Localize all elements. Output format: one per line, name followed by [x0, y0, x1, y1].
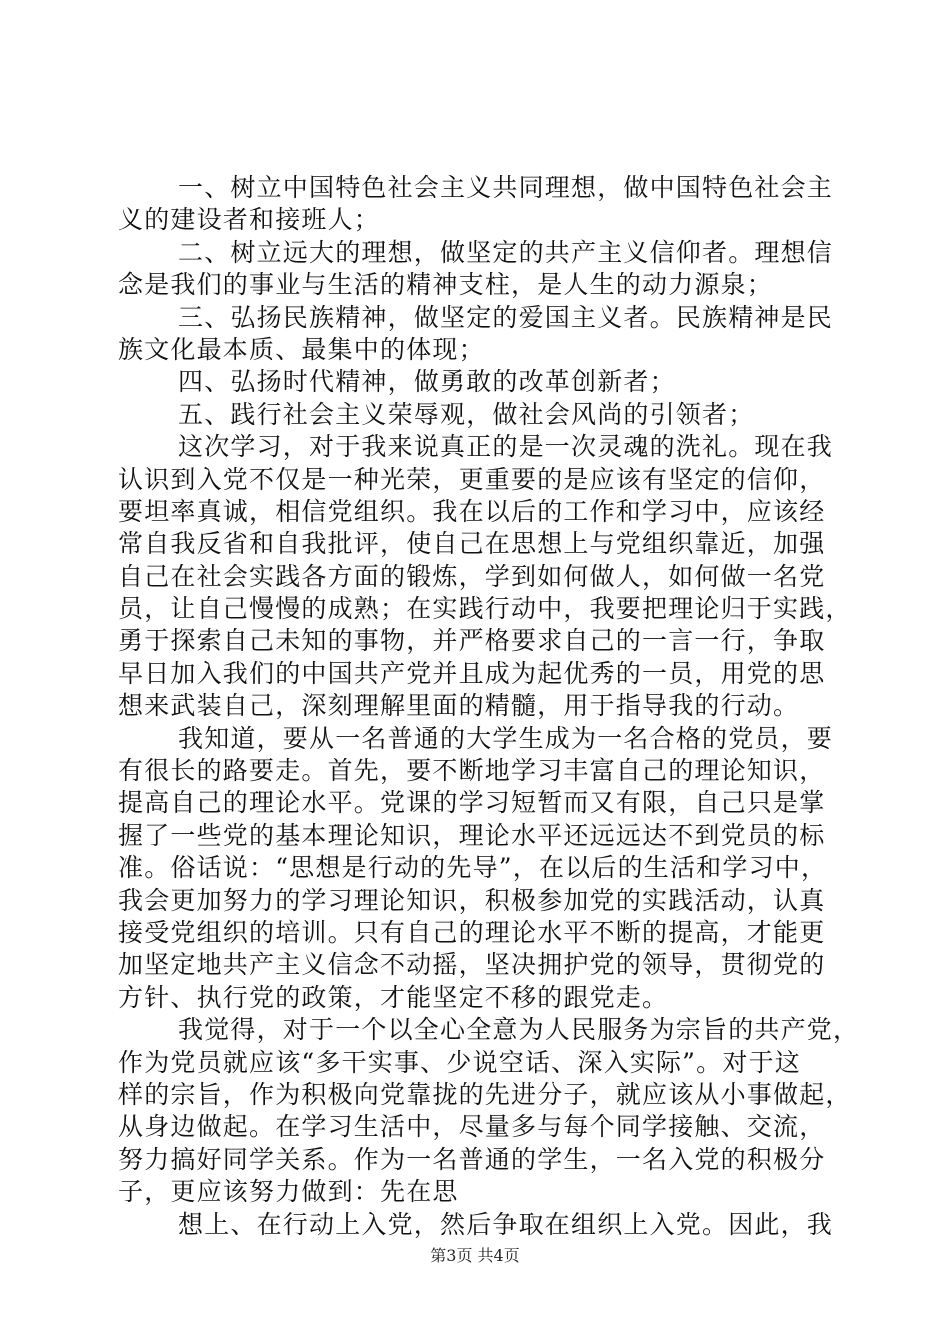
text-line: 作为党员就应该“多干实事、少说空话、深入实际”。对于这	[118, 1047, 801, 1077]
text-line: 义的建设者和接班人；	[118, 205, 381, 235]
text-line: 早日加入我们的中国共产党并且成为起优秀的一员，用党的思	[118, 658, 826, 688]
text-line: 自己在社会实践各方面的锻炼，学到如何做人，如何做一名党	[118, 561, 826, 591]
text-line: 想来武装自己，深刻理解里面的精髓，用于指导我的行动。	[118, 691, 800, 721]
text-line: 子，更应该努力做到：先在思	[118, 1177, 459, 1207]
text-line: 三、弘扬民族精神，做坚定的爱国主义者。民族精神是民	[178, 302, 834, 332]
text-line: 五、践行社会主义荣辱观，做社会风尚的引领者；	[178, 399, 755, 429]
text-line: 接受党组织的培训。只有自己的理论水平不断的提高，才能更	[118, 917, 826, 947]
text-line: 准。俗话说：“思想是行动的先导”，在以后的生活和学习中，	[118, 853, 828, 883]
text-line: 握了一些党的基本理论知识，理论水平还远远达不到党员的标	[118, 820, 826, 850]
text-line: 我知道，要从一名普通的大学生成为一名合格的党员，要	[178, 723, 834, 753]
text-line: 方针、执行党的政策，才能坚定不移的跟党走。	[118, 982, 669, 1012]
text-line: 样的宗旨，作为积极向党靠拢的先进分子，就应该从小事做起，	[118, 1079, 852, 1109]
text-line: 常自我反省和自我批评，使自己在思想上与党组织靠近，加强	[118, 529, 826, 559]
page-footer: 第3页 共4页	[430, 1246, 520, 1265]
text-line: 加坚定地共产主义信念不动摇，坚决拥护党的领导，贯彻党的	[118, 950, 826, 980]
text-line: 努力搞好同学关系。作为一名普通的学生，一名入党的积极分	[118, 1144, 826, 1174]
text-line: 从身边做起。在学习生活中，尽量多与每个同学接触、交流，	[118, 1112, 826, 1142]
text-line: 二、树立远大的理想，做坚定的共产主义信仰者。理想信	[178, 237, 834, 267]
text-line: 族文化最本质、最集中的体现；	[118, 334, 485, 364]
text-line: 我觉得，对于一个以全心全意为人民服务为宗旨的共产党，	[178, 1015, 860, 1045]
text-line: 我会更加努力的学习理论知识，积极参加党的实践活动，认真	[118, 885, 826, 915]
text-line: 勇于探索自己未知的事物，并严格要求自己的一言一行，争取	[118, 626, 826, 656]
text-line: 认识到入党不仅是一种光荣，更重要的是应该有坚定的信仰，	[118, 464, 826, 494]
text-line: 想上、在行动上入党，然后争取在组织上入党。因此，我	[178, 1209, 834, 1239]
text-line: 员，让自己慢慢的成熟；在实践行动中，我要把理论归于实践，	[118, 594, 852, 624]
text-line: 一、树立中国特色社会主义共同理想，做中国特色社会主	[178, 173, 834, 202]
text-line: 有很长的路要走。首先，要不断地学习丰富自己的理论知识，	[118, 756, 826, 786]
text-line: 要坦率真诚，相信党组织。我在以后的工作和学习中，应该经	[118, 496, 826, 526]
text-line: 四、弘扬时代精神，做勇敢的改革创新者；	[178, 367, 676, 397]
text-line: 提高自己的理论水平。党课的学习短暂而又有限，自己只是掌	[118, 788, 826, 818]
text-line: 念是我们的事业与生活的精神支柱，是人生的动力源泉；	[118, 270, 774, 300]
text-line: 这次学习，对于我来说真正的是一次灵魂的洗礼。现在我	[178, 432, 834, 462]
document-body	[118, 172, 860, 1241]
